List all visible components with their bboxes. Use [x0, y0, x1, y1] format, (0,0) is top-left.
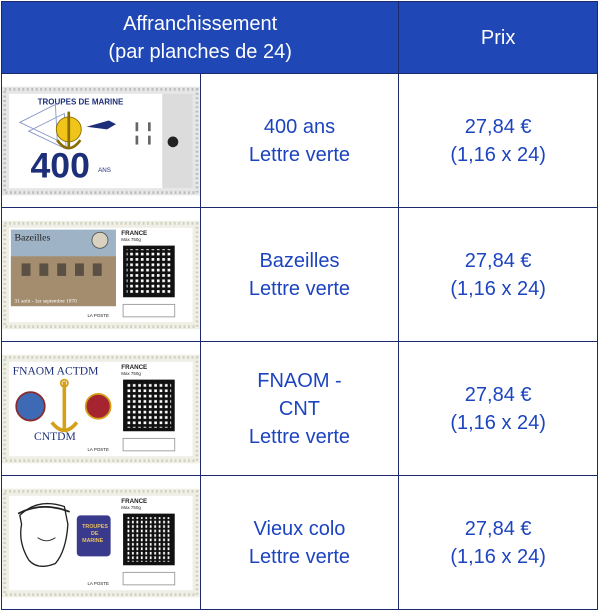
stamp-fnaom-image: [2, 348, 200, 470]
stamp-country: FRANCE: [121, 229, 148, 237]
price-cell: [399, 342, 598, 476]
price-value: 27,84 €: [464, 517, 532, 540]
header-affranchissement: [2, 2, 399, 74]
stamp-footer: LA POSTE: [87, 312, 109, 318]
stamp-badge-line3: MARINE: [82, 537, 104, 544]
price-value: 27,84 €: [464, 115, 532, 138]
stamp-vieux-colo-image: [2, 482, 200, 604]
header-subtitle: (par planches de 24): [108, 40, 292, 63]
stamp-name-line: Bazeilles: [259, 249, 340, 272]
stamp-caption: 31 août - 1er septembre 1870: [14, 298, 77, 305]
stamp-name-line: Lettre verte: [248, 277, 351, 300]
stamp-bazeilles-image: [2, 214, 200, 336]
stamp-small-text: ANS: [98, 166, 111, 174]
stamp-cell: [2, 208, 201, 342]
stamp-weight: Max 750g: [121, 504, 141, 510]
price-cell: [399, 208, 598, 342]
stamp-name-cell: [200, 342, 399, 476]
price-value: 27,84 €: [464, 383, 532, 406]
price-value: 27,84 €: [464, 249, 532, 272]
stamp-footer: LA POSTE: [87, 580, 109, 586]
table-row: [2, 476, 598, 610]
stamp-badge-line1: TROUPES: [82, 523, 108, 530]
stamp-name-line: FNAOM -: [257, 369, 342, 392]
price-cell: [399, 74, 598, 208]
stamp-country: FRANCE: [121, 497, 148, 505]
stamp-name-cell: [200, 74, 399, 208]
stamp-cell: [2, 342, 201, 476]
price-detail: (1,16 x 24): [450, 545, 546, 568]
stamp-name-cell: [200, 208, 399, 342]
stamp-cell: [2, 476, 201, 610]
stamp-title: Bazeilles: [14, 231, 51, 243]
stamp-400-ans-image: [2, 80, 200, 202]
stamp-name-line: Lettre verte: [248, 425, 351, 448]
stamp-bottom-text: CNTDM: [34, 429, 76, 443]
header-title: Affranchissement: [123, 12, 278, 35]
stamp-name-line: Vieux colo: [253, 517, 346, 540]
stamp-country: FRANCE: [121, 363, 148, 371]
stamp-footer: LA POSTE: [87, 446, 109, 452]
stamp-name-line: Lettre verte: [248, 143, 351, 166]
stamp-arc-text: TROUPES DE MARINE: [37, 96, 124, 106]
stamp-name-line: 400 ans: [263, 115, 336, 138]
stamp-top-text: FNAOM ACTDM: [12, 363, 99, 377]
stamp-name-cell: [200, 476, 399, 610]
table-row: [2, 74, 598, 208]
price-table: [1, 1, 598, 610]
price-detail: (1,16 x 24): [450, 143, 546, 166]
price-detail: (1,16 x 24): [450, 277, 546, 300]
stamp-cell: [2, 74, 201, 208]
stamp-badge-line2: DE: [91, 530, 99, 537]
price-cell: [399, 476, 598, 610]
header-row: [2, 2, 598, 74]
stamp-big-number: 400: [30, 145, 90, 186]
stamp-weight: Max 750g: [121, 236, 141, 242]
price-detail: (1,16 x 24): [450, 411, 546, 434]
stamp-weight: Max 750g: [121, 370, 141, 376]
header-prix: Prix: [399, 2, 598, 74]
stamp-name-line: Lettre verte: [248, 545, 351, 568]
table-row: [2, 342, 598, 476]
table-row: [2, 208, 598, 342]
stamp-name-line: CNT: [278, 397, 321, 420]
